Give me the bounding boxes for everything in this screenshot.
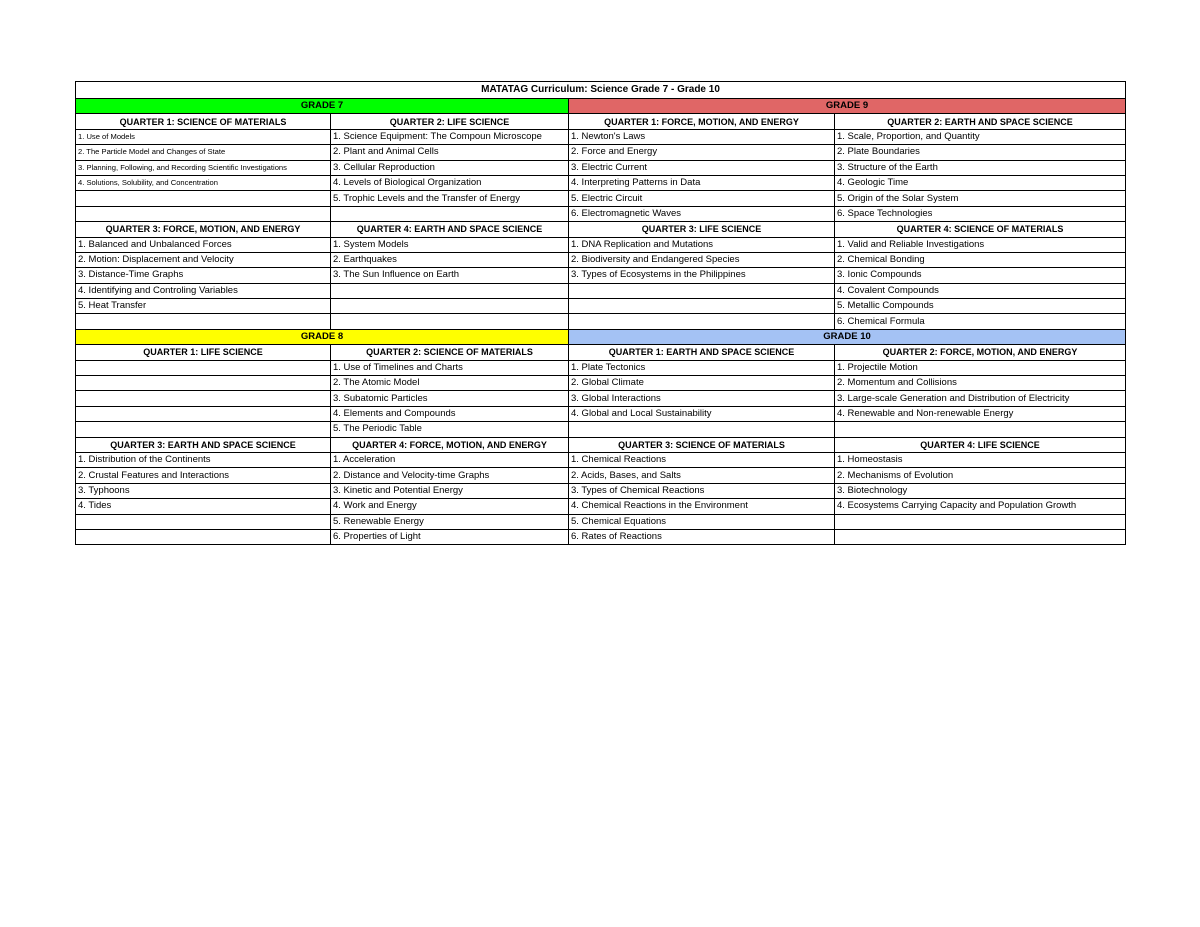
topic-cell: 2. Crustal Features and Interactions (76, 468, 331, 483)
topic-cell: 3. Large-scale Generation and Distribution of Electricity (835, 391, 1126, 406)
topic-cell: 1. Acceleration (331, 452, 569, 467)
topic-cell (835, 514, 1126, 529)
topic-cell: 3. The Sun Influence on Earth (331, 268, 569, 283)
quarter-header: QUARTER 2: EARTH AND SPACE SCIENCE (835, 114, 1126, 129)
topic-cell (569, 422, 835, 437)
quarter-header-row (76, 222, 1126, 237)
topic-cell: 4. Global and Local Sustainability (569, 406, 835, 421)
topic-cell: 4. Covalent Compounds (835, 283, 1126, 298)
topic-row (76, 499, 1126, 514)
topic-cell (76, 514, 331, 529)
topic-cell: 6. Space Technologies (835, 206, 1126, 221)
topic-row (76, 452, 1126, 467)
topic-cell (76, 314, 331, 329)
topic-cell: 5. Trophic Levels and the Transfer of Energy (331, 191, 569, 206)
topic-row (76, 360, 1126, 375)
topic-cell: 3. Planning, Following, and Recording Scientific Investigations (76, 160, 331, 175)
sheet-title: MATATAG Curriculum: Science Grade 7 - Grade 10 (76, 82, 1126, 99)
topic-cell: 1. System Models (331, 237, 569, 252)
topic-cell (76, 422, 331, 437)
topic-cell: 4. Geologic Time (835, 175, 1126, 190)
topic-cell: 3. Subatomic Particles (331, 391, 569, 406)
topic-cell: 1. Science Equipment: The Compoun Microscope (331, 129, 569, 144)
topic-cell: 4. Work and Energy (331, 499, 569, 514)
grade-header-row (76, 99, 1126, 114)
topic-cell: 3. Distance-Time Graphs (76, 268, 331, 283)
topic-row (76, 252, 1126, 267)
quarter-header-row (76, 345, 1126, 360)
topic-cell: 4. Levels of Biological Organization (331, 175, 569, 190)
topic-cell: 4. Identifying and Controling Variables (76, 283, 331, 298)
topic-cell (76, 406, 331, 421)
topic-row (76, 191, 1126, 206)
topic-row (76, 299, 1126, 314)
topic-cell (331, 283, 569, 298)
grade-header: GRADE 7 (76, 99, 569, 114)
topic-row (76, 422, 1126, 437)
topic-cell: 1. Projectile Motion (835, 360, 1126, 375)
topic-cell: 3. Cellular Reproduction (331, 160, 569, 175)
topic-cell (835, 529, 1126, 544)
topic-cell: 1. Valid and Reliable Investigations (835, 237, 1126, 252)
topic-cell: 2. Motion: Displacement and Velocity (76, 252, 331, 267)
grade-header: GRADE 10 (569, 329, 1126, 344)
topic-cell: 2. Chemical Bonding (835, 252, 1126, 267)
topic-row (76, 483, 1126, 498)
topic-row (76, 406, 1126, 421)
topic-cell (569, 299, 835, 314)
topic-cell: 6. Chemical Formula (835, 314, 1126, 329)
topic-cell: 1. Homeostasis (835, 452, 1126, 467)
quarter-header: QUARTER 4: LIFE SCIENCE (835, 437, 1126, 452)
topic-cell: 2. Mechanisms of Evolution (835, 468, 1126, 483)
quarter-header: QUARTER 4: SCIENCE OF MATERIALS (835, 222, 1126, 237)
topic-cell (76, 206, 331, 221)
topic-cell: 2. Force and Energy (569, 145, 835, 160)
topic-cell (76, 360, 331, 375)
topic-cell (569, 283, 835, 298)
topic-row (76, 129, 1126, 144)
quarter-header: QUARTER 2: LIFE SCIENCE (331, 114, 569, 129)
topic-cell: 2. The Atomic Model (331, 376, 569, 391)
topic-cell (835, 422, 1126, 437)
topic-cell: 2. Plate Boundaries (835, 145, 1126, 160)
topic-cell: 1. DNA Replication and Mutations (569, 237, 835, 252)
topic-cell: 1. Distribution of the Continents (76, 452, 331, 467)
topic-cell: 4. Chemical Reactions in the Environment (569, 499, 835, 514)
topic-cell: 5. Renewable Energy (331, 514, 569, 529)
topic-row (76, 237, 1126, 252)
topic-cell: 1. Newton's Laws (569, 129, 835, 144)
grade-header: GRADE 9 (569, 99, 1126, 114)
topic-row (76, 160, 1126, 175)
topic-cell: 4. Tides (76, 499, 331, 514)
topic-cell: 4. Solutions, Solubility, and Concentration (76, 175, 331, 190)
topic-cell (76, 529, 331, 544)
topic-cell: 4. Elements and Compounds (331, 406, 569, 421)
topic-row (76, 175, 1126, 190)
quarter-header-row (76, 114, 1126, 129)
topic-cell: 4. Ecosystems Carrying Capacity and Population Growth (835, 499, 1126, 514)
topic-cell (331, 299, 569, 314)
topic-cell: 3. Electric Current (569, 160, 835, 175)
topic-cell: 2. Global Climate (569, 376, 835, 391)
quarter-header: QUARTER 1: FORCE, MOTION, AND ENERGY (569, 114, 835, 129)
topic-cell: 1. Use of Timelines and Charts (331, 360, 569, 375)
topic-cell: 3. Kinetic and Potential Energy (331, 483, 569, 498)
topic-row (76, 391, 1126, 406)
topic-cell: 4. Renewable and Non-renewable Energy (835, 406, 1126, 421)
topic-cell: 2. Momentum and Collisions (835, 376, 1126, 391)
topic-cell: 1. Plate Tectonics (569, 360, 835, 375)
topic-cell: 2. Plant and Animal Cells (331, 145, 569, 160)
quarter-header-row (76, 437, 1126, 452)
topic-row (76, 283, 1126, 298)
topic-cell: 3. Global Interactions (569, 391, 835, 406)
topic-row (76, 145, 1126, 160)
topic-cell: 5. Chemical Equations (569, 514, 835, 529)
quarter-header: QUARTER 1: LIFE SCIENCE (76, 345, 331, 360)
topic-row (76, 268, 1126, 283)
grade-header-row (76, 329, 1126, 344)
topic-cell: 5. Metallic Compounds (835, 299, 1126, 314)
topic-cell: 3. Typhoons (76, 483, 331, 498)
quarter-header: QUARTER 3: SCIENCE OF MATERIALS (569, 437, 835, 452)
topic-cell: 3. Biotechnology (835, 483, 1126, 498)
topic-cell (569, 314, 835, 329)
topic-cell: 5. Heat Transfer (76, 299, 331, 314)
topic-row (76, 514, 1126, 529)
topic-cell: 1. Balanced and Unbalanced Forces (76, 237, 331, 252)
topic-row (76, 206, 1126, 221)
quarter-header: QUARTER 1: SCIENCE OF MATERIALS (76, 114, 331, 129)
topic-cell: 4. Interpreting Patterns in Data (569, 175, 835, 190)
quarter-header: QUARTER 1: EARTH AND SPACE SCIENCE (569, 345, 835, 360)
topic-cell (331, 314, 569, 329)
topic-cell: 3. Types of Chemical Reactions (569, 483, 835, 498)
quarter-header: QUARTER 3: LIFE SCIENCE (569, 222, 835, 237)
quarter-header: QUARTER 4: FORCE, MOTION, AND ENERGY (331, 437, 569, 452)
topic-cell: 2. The Particle Model and Changes of State (76, 145, 331, 160)
topic-cell: 1. Scale, Proportion, and Quantity (835, 129, 1126, 144)
curriculum-table-body (76, 82, 1126, 545)
topic-cell: 6. Electromagnetic Waves (569, 206, 835, 221)
topic-row (76, 529, 1126, 544)
quarter-header: QUARTER 3: EARTH AND SPACE SCIENCE (76, 437, 331, 452)
topic-cell (331, 206, 569, 221)
topic-cell: 2. Earthquakes (331, 252, 569, 267)
quarter-header: QUARTER 2: SCIENCE OF MATERIALS (331, 345, 569, 360)
topic-cell: 2. Acids, Bases, and Salts (569, 468, 835, 483)
curriculum-table (75, 81, 1126, 545)
title-row (76, 82, 1126, 99)
topic-cell: 3. Types of Ecosystems in the Philippines (569, 268, 835, 283)
topic-cell: 5. Electric Circuit (569, 191, 835, 206)
grade-header: GRADE 8 (76, 329, 569, 344)
topic-cell: 5. Origin of the Solar System (835, 191, 1126, 206)
topic-cell: 3. Structure of the Earth (835, 160, 1126, 175)
topic-cell: 1. Chemical Reactions (569, 452, 835, 467)
topic-cell: 6. Rates of Reactions (569, 529, 835, 544)
topic-cell: 5. The Periodic Table (331, 422, 569, 437)
quarter-header: QUARTER 3: FORCE, MOTION, AND ENERGY (76, 222, 331, 237)
topic-cell: 1. Use of Models (76, 129, 331, 144)
topic-cell (76, 191, 331, 206)
topic-row (76, 314, 1126, 329)
topic-row (76, 468, 1126, 483)
topic-cell: 2. Biodiversity and Endangered Species (569, 252, 835, 267)
topic-cell (76, 376, 331, 391)
quarter-header: QUARTER 2: FORCE, MOTION, AND ENERGY (835, 345, 1126, 360)
topic-cell: 3. Ionic Compounds (835, 268, 1126, 283)
topic-cell: 6. Properties of Light (331, 529, 569, 544)
topic-cell: 2. Distance and Velocity-time Graphs (331, 468, 569, 483)
topic-cell (76, 391, 331, 406)
topic-row (76, 376, 1126, 391)
quarter-header: QUARTER 4: EARTH AND SPACE SCIENCE (331, 222, 569, 237)
